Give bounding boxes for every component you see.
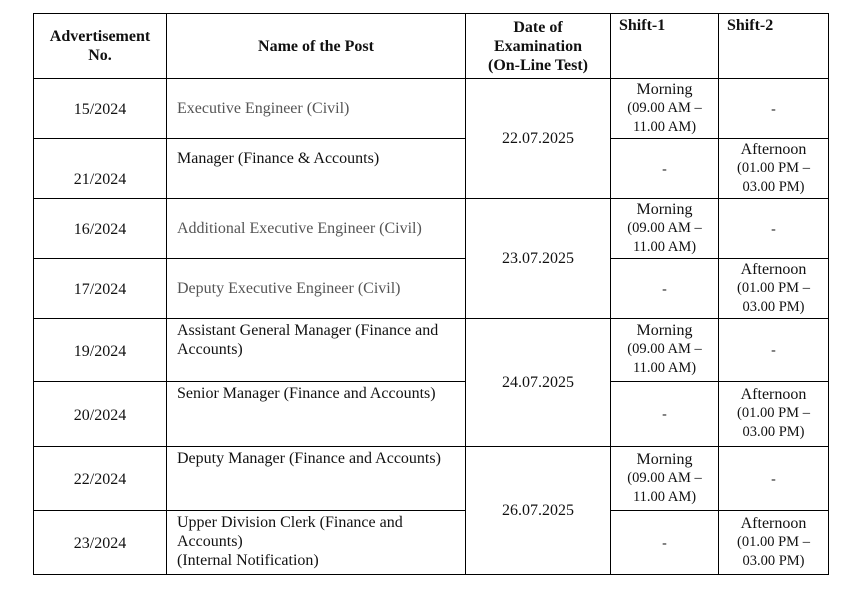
table-row (34, 319, 829, 382)
shift-time-end: 11.00 AM) (632, 238, 697, 255)
header-row (34, 14, 829, 79)
shift-time-start: (01.00 PM – (737, 533, 810, 550)
empty-shift-dash: - (662, 535, 667, 551)
header-date-line3: (On-Line Test) (487, 56, 588, 74)
post-name-cell (167, 319, 466, 382)
shift1-cell (611, 382, 719, 447)
table-row (34, 79, 829, 139)
shift1-cell (611, 199, 719, 259)
shift-label: Morning (636, 322, 693, 339)
shift-time-start: (01.00 PM – (737, 159, 810, 176)
shift-time-end: 03.00 PM) (742, 298, 805, 315)
shift1-cell (611, 319, 719, 382)
post-name: Additional Executive Engineer (Civil) (177, 220, 422, 237)
post-name-cell (167, 79, 466, 139)
header-date (466, 14, 611, 79)
post-name: Deputy Executive Engineer (Civil) (177, 280, 401, 297)
empty-shift-dash: - (662, 407, 667, 422)
shift-label: Afternoon (740, 386, 807, 403)
adv-no-cell: 20/2024 (34, 382, 167, 447)
shift2-cell (719, 319, 829, 382)
exam-date-cell: 24.07.2025 (466, 319, 611, 447)
post-note: (Internal Notification) (177, 552, 319, 569)
adv-no-cell: 23/2024 (34, 511, 167, 575)
post-name: Deputy Manager (Finance and Accounts) (177, 450, 441, 467)
shift1-cell (611, 447, 719, 511)
post-name-cell (167, 139, 466, 199)
shift1-cell (611, 511, 719, 575)
adv-no-cell: 22/2024 (34, 447, 167, 511)
shift-label: Morning (636, 200, 693, 218)
shift2-cell (719, 511, 829, 575)
shift2-cell (719, 79, 829, 139)
table-row (34, 447, 829, 511)
shift-time-end: 03.00 PM) (742, 552, 805, 569)
empty-shift-dash: - (771, 471, 776, 487)
post-name: Executive Engineer (Civil) (177, 100, 350, 117)
shift-time-start: (09.00 AM – (627, 99, 702, 116)
post-name-cell (167, 511, 466, 575)
shift-time-start: (09.00 AM – (627, 219, 702, 236)
exam-schedule-table (33, 13, 829, 575)
post-name: Upper Division Clerk (Finance and Accounts) (177, 514, 403, 550)
table-row (34, 199, 829, 259)
shift2-cell (719, 382, 829, 447)
shift-time-start: (09.00 AM – (627, 341, 702, 357)
shift1-cell (611, 259, 719, 319)
table-row (34, 511, 829, 575)
empty-shift-dash: - (662, 161, 667, 177)
exam-date-cell: 26.07.2025 (466, 447, 611, 575)
header-date-line2: Examination (493, 37, 582, 55)
header-post (167, 14, 466, 79)
post-name-cell (167, 259, 466, 319)
exam-date-cell: 23.07.2025 (466, 199, 611, 319)
shift-time-start: (09.00 AM – (627, 469, 702, 486)
empty-shift-dash: - (662, 281, 667, 297)
header-adv-no (34, 14, 167, 79)
shift-time-end: 03.00 PM) (742, 178, 805, 195)
header-shift2-label: Shift-2 (727, 17, 774, 34)
empty-shift-dash: - (771, 343, 776, 358)
post-name: Manager (Finance & Accounts) (177, 150, 380, 167)
post-name: Senior Manager (Finance and Accounts) (177, 385, 436, 402)
shift-label: Afternoon (740, 140, 807, 158)
header-shift2 (719, 14, 829, 79)
shift2-cell (719, 259, 829, 319)
shift-label: Afternoon (740, 260, 807, 278)
empty-shift-dash: - (771, 101, 776, 117)
adv-no-cell: 19/2024 (34, 319, 167, 382)
header-adv-line1: Advertisement (49, 28, 151, 45)
header-date-line1: Date of (513, 18, 563, 36)
post-name-cell (167, 382, 466, 447)
shift1-cell (611, 139, 719, 199)
adv-no-cell: 15/2024 (34, 79, 167, 139)
adv-no-cell: 17/2024 (34, 259, 167, 319)
shift-time-end: 11.00 AM) (632, 488, 697, 505)
shift-label: Morning (636, 450, 693, 468)
shift2-cell (719, 447, 829, 511)
post-name: Assistant General Manager (Finance and Accounts) (177, 322, 439, 358)
shift2-cell (719, 139, 829, 199)
header-shift1-label: Shift-1 (619, 17, 666, 34)
header-post-label: Name of the Post (258, 37, 374, 55)
adv-no-cell: 16/2024 (34, 199, 167, 259)
table-row (34, 259, 829, 319)
exam-date-cell: 22.07.2025 (466, 79, 611, 199)
shift-time-end: 11.00 AM) (632, 360, 697, 376)
post-name-cell (167, 199, 466, 259)
shift-label: Morning (636, 80, 693, 98)
empty-shift-dash: - (771, 221, 776, 237)
shift1-cell (611, 79, 719, 139)
table-row (34, 139, 829, 199)
header-adv-line2: No. (88, 47, 112, 64)
header-shift1 (611, 14, 719, 79)
shift2-cell (719, 199, 829, 259)
post-name-cell (167, 447, 466, 511)
shift-time-end: 03.00 PM) (742, 424, 805, 440)
adv-no-cell: 21/2024 (34, 139, 167, 199)
shift-time-end: 11.00 AM) (632, 118, 697, 135)
shift-label: Afternoon (740, 514, 807, 532)
shift-time-start: (01.00 PM – (737, 279, 810, 296)
table-row (34, 382, 829, 447)
shift-time-start: (01.00 PM – (737, 405, 810, 421)
